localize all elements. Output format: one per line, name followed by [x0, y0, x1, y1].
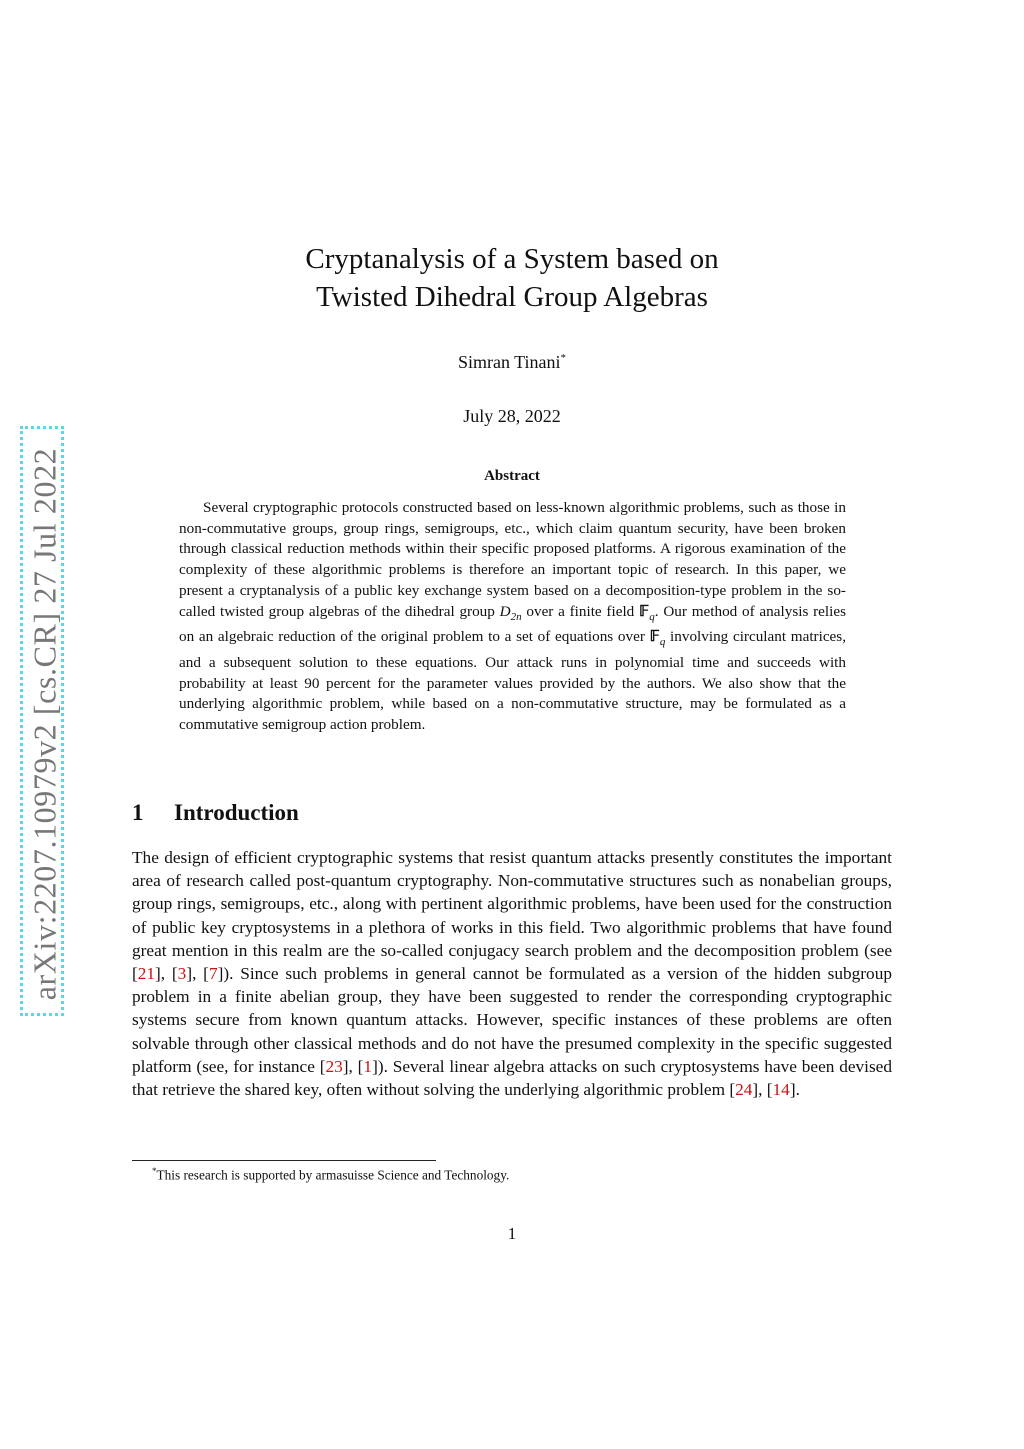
abstract-part-4: involving circulant matrices, and a subsequent solution to these equations. Our attack runs in polynomial time and succeeds with probability at least 90 percent for the parameter values provided by the authors. We also show that the underlying algorithmic problem, while based on a non-commutative structure, may be formulated as a commutative semigroup action problem. — [179, 628, 847, 734]
footnote — [152, 1166, 509, 1183]
citation-link-3[interactable]: 3 — [177, 964, 187, 984]
citation-link-14[interactable]: 14 — [772, 1080, 790, 1100]
footnote-divider — [132, 1160, 436, 1161]
citation-link-24[interactable]: 24 — [735, 1080, 753, 1100]
author-name: Simran Tinani — [457, 352, 561, 372]
citation-link-1[interactable]: 1 — [363, 1056, 373, 1076]
math-finite-field: 𝔽$_q$ — [639, 602, 655, 623]
section-heading-introduction — [132, 800, 299, 826]
title-line-1: Cryptanalysis of a System based on — [305, 243, 719, 275]
page-number: 1 — [507, 1224, 517, 1243]
footnote-mark: * — [152, 1166, 157, 1176]
paper-title — [0, 240, 1024, 316]
citation-link-7[interactable]: 7 — [208, 964, 218, 984]
section-number: 1 — [132, 800, 144, 825]
arxiv-identifier[interactable]: arXiv:2207.10979v2 [cs.CR] 27 Jul 2022 — [26, 447, 63, 1001]
author-line — [0, 352, 1024, 373]
intro-text-3: ). Several linear algebra attacks on such cryptosystems have been devised that retrieve the shared key, often without solving the underlying algorithmic problem — [132, 1056, 892, 1100]
abstract-text — [179, 498, 846, 736]
arxiv-stamp — [20, 426, 64, 1016]
abstract-part-2: over a finite field — [526, 602, 635, 620]
abstract-part-1: Several cryptographic protocols constructed based on less-known algorithmic problems, such as those in non-commutative groups, group rings, semigroups, etc., which claim quantum security, have been broken through classical reduction methods within their specific proposed platforms. A rigorous examination of the complexity of these algorithmic problems is therefore an important topic of research. In this paper, we present a cryptanalysis of a public key exchange system based on a decomposition-type problem in the so-called twisted group algebras of the dihedral group — [179, 499, 846, 620]
intro-text-4: . — [795, 1080, 800, 1100]
abstract-part-3: . Our method of analysis relies on an algebraic reduction of the original problem to a set of equations over — [179, 602, 847, 646]
abstract-heading: Abstract — [484, 468, 540, 484]
math-dihedral-group: $D_{2n}$ — [499, 602, 522, 623]
publication-date: July 28, 2022 — [463, 406, 561, 426]
author-footnote-mark[interactable]: * — [560, 352, 567, 364]
footnote-text: This research is supported by armasuisse Science and Technology. — [156, 1167, 510, 1183]
introduction-paragraph: The design of efficient cryptographic systems that resist quantum attacks presently constitutes the important area of research called post-quantum cryptography. Non-commutative structures such as nonabelian groups, group rings, semigroups, etc., along with pertinent algorithmic problems, have been used for the construction of public key cryptosystems in a plethora of works in this field. Two algorithmic problems that have found great mention in this realm are the so-called conjugacy search problem and the decomposition problem (see [21], [3], [7]). Since such problems in general cannot be formulated as a version of the hidden subgroup problem in a finite abelian group, they have been suggested to render the corresponding cryptographic systems secure from known quantum attacks. However, specific instances of these problems are often solvable through other classical methods and do not have the presumed complexity in the specific suggested platform (see, for instance [23], [1]). Several linear algebra attacks on such cryptosystems have been devised that retrieve the shared key, often without solving the underlying algorithmic problem [24], [14]. — [132, 848, 892, 1100]
math-finite-field-2: 𝔽$_q$ — [649, 628, 666, 649]
intro-text-2: ). Since such problems in general cannot be formulated as a version of the hidden subgroup problem in a finite abelian group, they have been suggested to render the corresponding cryptographic systems secure from known quantum attacks. However, specific instances of these problems are often solvable through other classical methods and do not have the presumed complexity in the specific suggested platform (see, for instance — [132, 964, 892, 1076]
citation-link-21[interactable]: 21 — [137, 964, 156, 984]
section-title: Introduction — [174, 800, 299, 825]
intro-text-1: The design of efficient cryptographic systems that resist quantum attacks presently constitutes the important area of research called post-quantum cryptography. Non-commutative structures such as nonabelian groups, group rings, semigroups, etc., along with pertinent algorithmic problems, have been used for the construction of public key cryptosystems in a plethora of works in this field. Two algorithmic problems that have found great mention in this realm are the so-called conjugacy search problem and the decomposition problem (see — [132, 848, 892, 960]
title-line-2: Twisted Dihedral Group Algebras — [316, 281, 708, 313]
citation-link-23[interactable]: 23 — [325, 1056, 343, 1076]
